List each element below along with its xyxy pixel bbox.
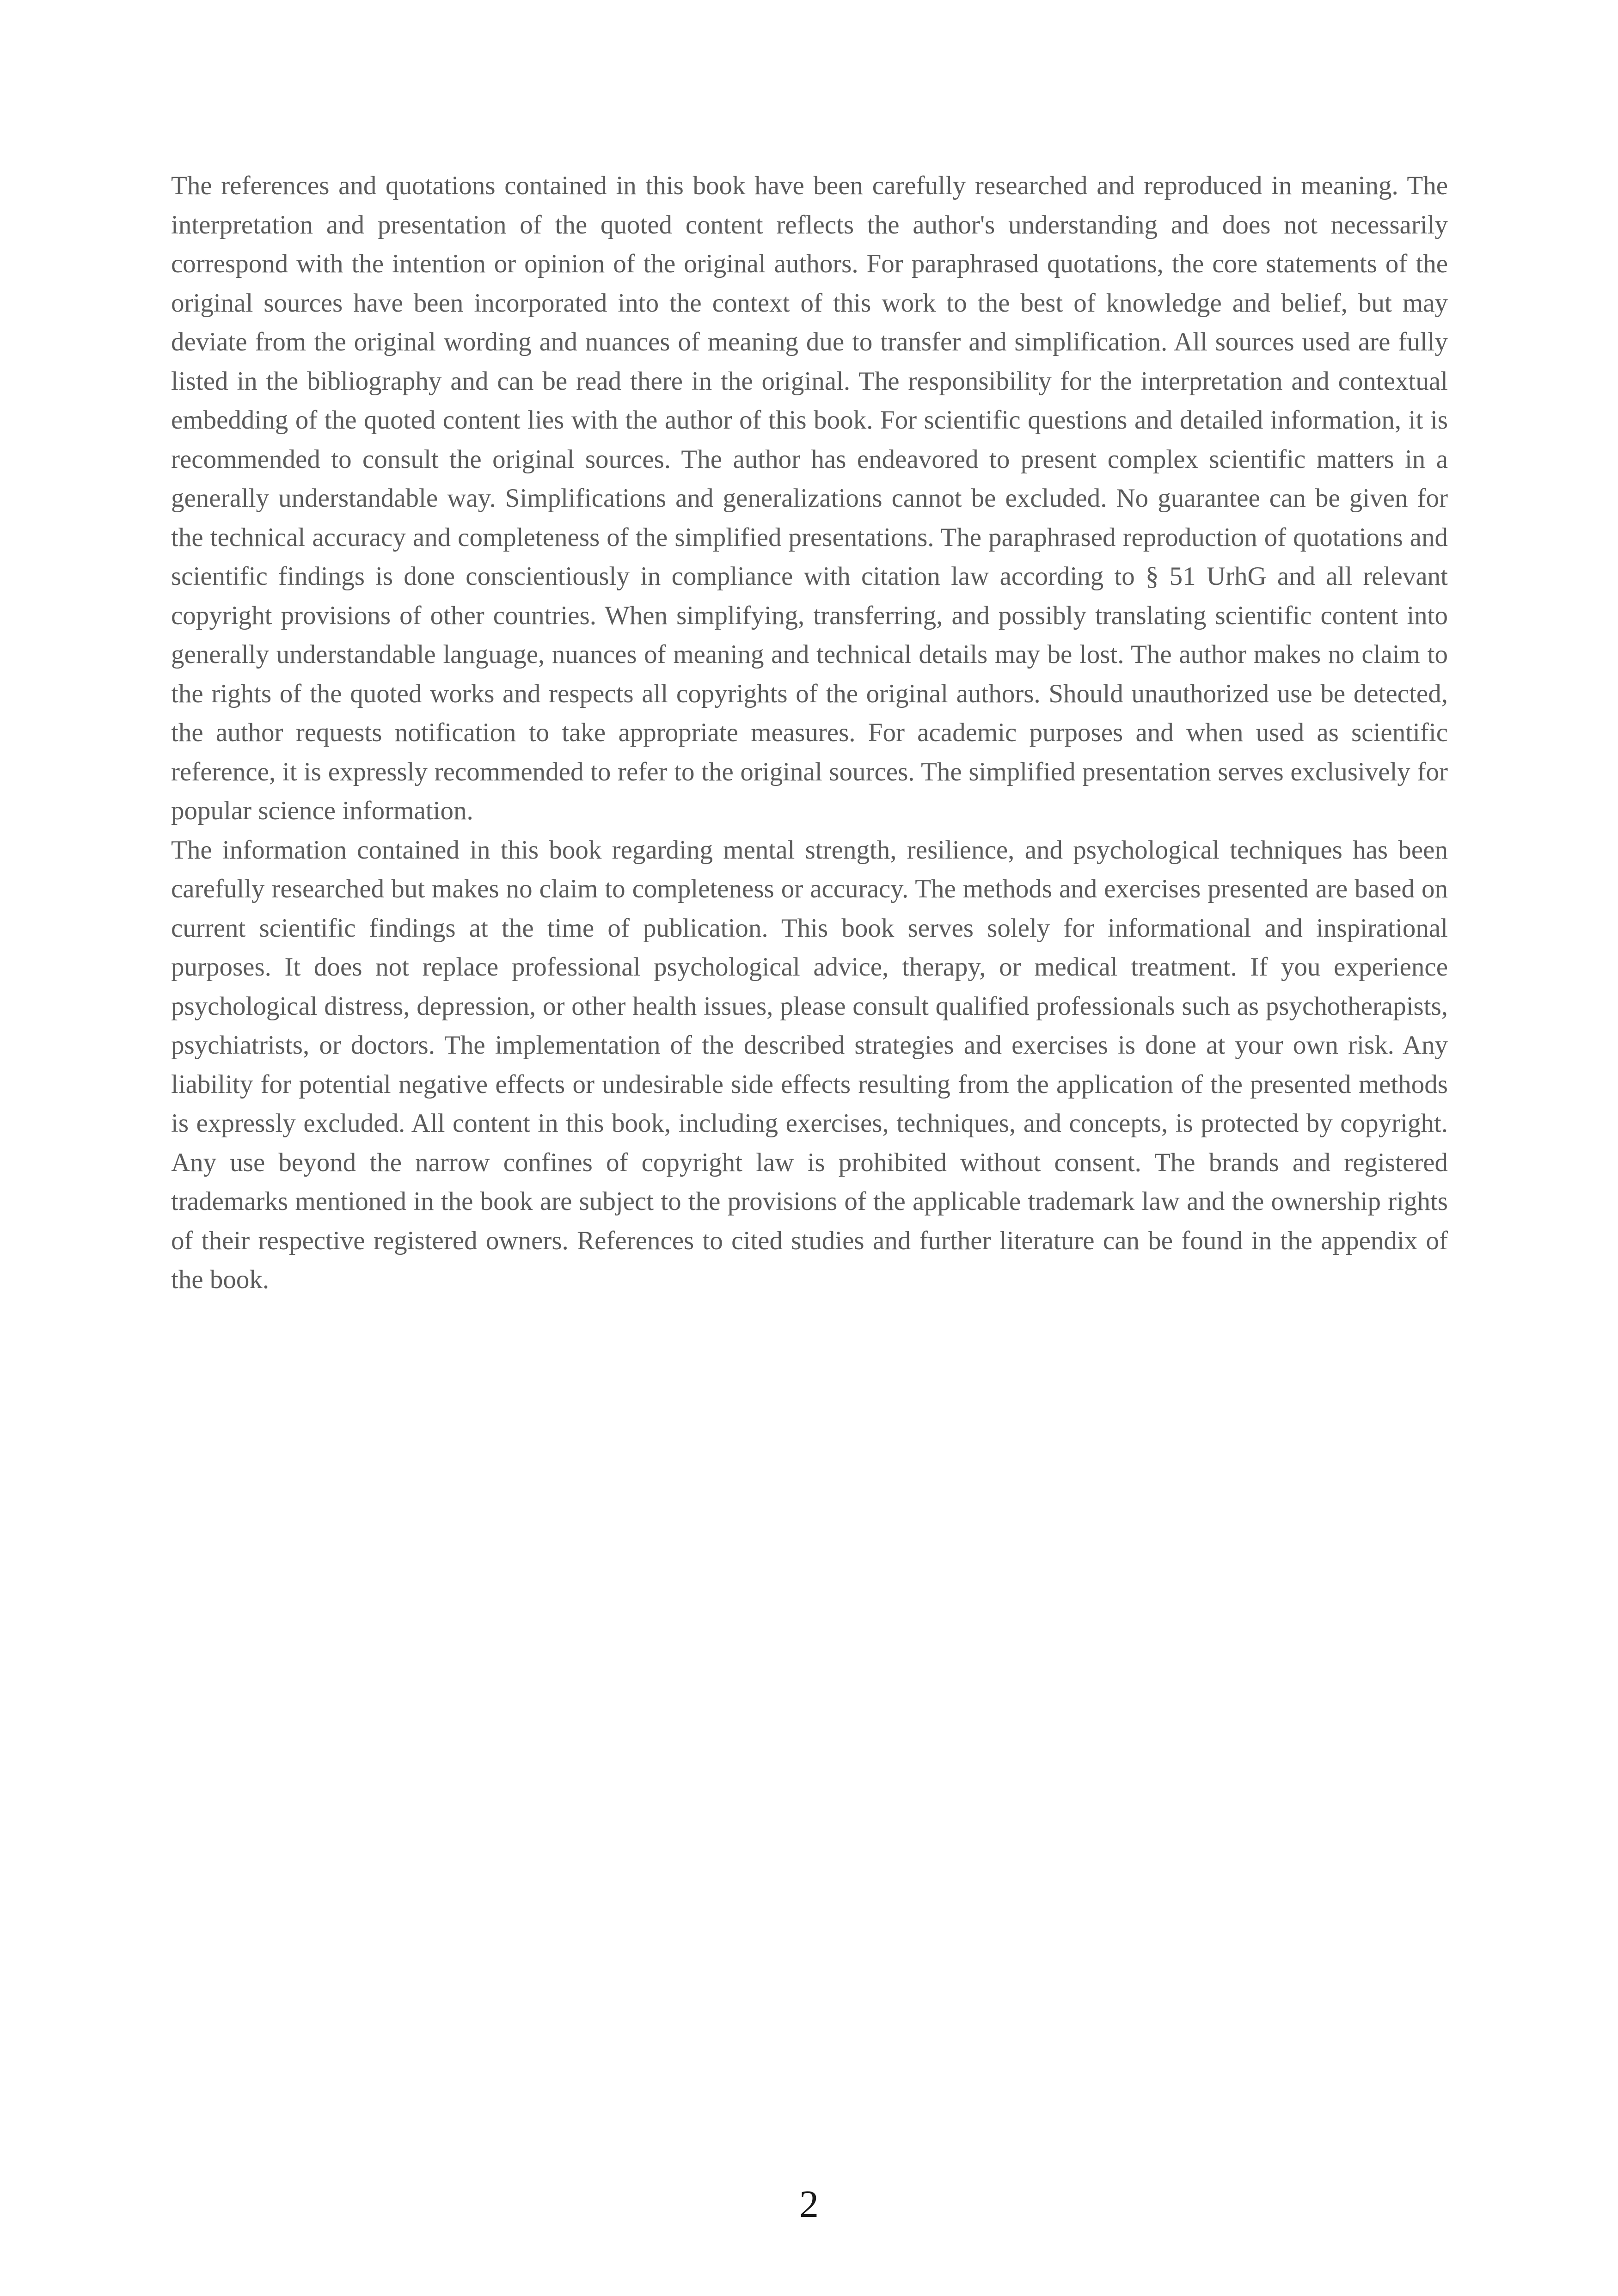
- paragraph-citation-notice: The references and quotations contained in this book have been carefully researched and reproduced in meaning. The interpretation and presentation of the quoted content reflects the author's understanding and does not necessarily correspond with the intention or opinion of the original authors. For paraphrased quotations, the core statements of the original sources have been incorporated into the context of this work to the best of knowledge and belief, but may deviate from the original wording and nuances of meaning due to transfer and simplification. All sources used are fully listed in the bibliography and can be read there in the original. The responsibility for the interpretation and contextual embedding of the quoted content lies with the author of this book. For scientific questions and detailed information, it is recommended to consult the original sources. The author has endeavored to present complex scientific matters in a generally understandable way. Simplifications and generalizations cannot be excluded. No guarantee can be given for the technical accuracy and completeness of the simplified presentations. The paraphrased reproduction of quotations and scientific findings is done conscientiously in compliance with citation law according to § 51 UrhG and all relevant copyright provisions of other countries. When simplifying, transferring, and possibly translating scientific content into generally understandable language, nuances of meaning and technical details may be lost. The author makes no claim to the rights of the quoted works and respects all copyrights of the original authors. Should unauthorized use be detected, the author requests notification to take appropriate measures. For academic purposes and when used as scientific reference, it is expressly recommended to refer to the original sources. The simplified presentation serves exclusively for popular science information.: [171, 171, 1448, 825]
- body-text: [171, 166, 1448, 1300]
- page-number: 2: [799, 2183, 819, 2226]
- paragraph-liability-disclaimer: The information contained in this book regarding mental strength, resilience, and psychological techniques has been carefully researched but makes no claim to completeness or accuracy. The methods and exercises presented are based on current scientific findings at the time of publication. This book serves solely for informational and inspirational purposes. It does not replace professional psychological advice, therapy, or medical treatment. If you experience psychological distress, depression, or other health issues, please consult qualified professionals such as psychotherapists, psychiatrists, or doctors. The implementation of the described strategies and exercises is done at your own risk. Any liability for potential negative effects or undesirable side effects resulting from the application of the presented methods is expressly excluded. All content in this book, including exercises, techniques, and concepts, is protected by copyright. Any use beyond the narrow confines of copyright law is prohibited without consent. The brands and registered trademarks mentioned in the book are subject to the provisions of the applicable trademark law and the ownership rights of their respective registered owners. References to cited studies and further literature can be found in the appendix of the book.: [171, 835, 1448, 1294]
